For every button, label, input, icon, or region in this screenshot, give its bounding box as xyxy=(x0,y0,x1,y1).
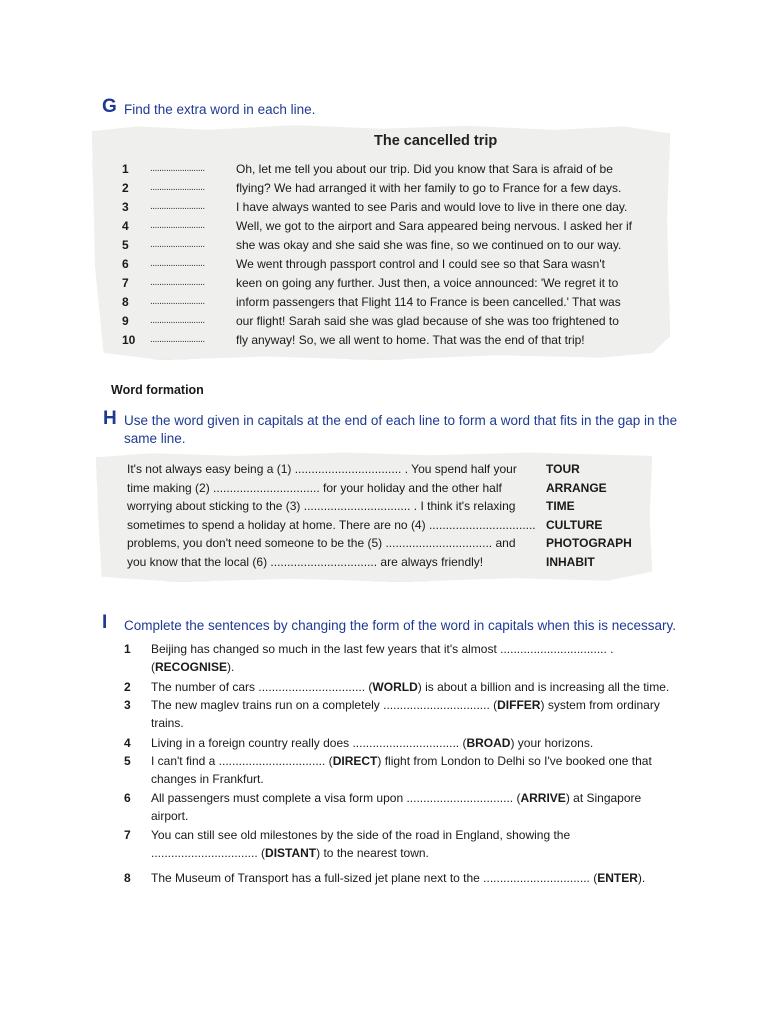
item-number: 7 xyxy=(124,828,131,842)
line-number: 4 xyxy=(122,219,129,233)
sentence-line: trains. xyxy=(151,716,184,730)
line-number: 5 xyxy=(122,238,129,252)
section-g-instruction: Find the extra word in each line. xyxy=(124,102,316,117)
gap-line: problems, you don't need someone to be the (5) ................................ and xyxy=(127,536,516,551)
answer-blank: ........................ xyxy=(150,220,205,231)
section-h-letter: H xyxy=(103,408,117,429)
item-number: 3 xyxy=(124,698,131,712)
story-line: flying? We had arranged it with her family to go to France for a few days. xyxy=(236,181,622,195)
item-number: 4 xyxy=(124,736,131,750)
story-line: I have always wanted to see Paris and would love to live in there one day. xyxy=(236,200,628,214)
sentence-line: The new maglev trains run on a completely ................................ (DIFFER) system from ordinary xyxy=(151,698,660,712)
sentence-line: The number of cars ................................ (WORLD) is about a billion and is increasing all the time. xyxy=(151,680,670,694)
section-i-letter: I xyxy=(102,612,108,633)
line-number: 9 xyxy=(122,314,129,328)
story-line: fly anyway! So, we all went to home. That was the end of that trip! xyxy=(236,333,585,347)
story-line: keen on going any further. Just then, a voice announced: 'We regret it to xyxy=(236,276,619,290)
story-line: We went through passport control and I could see so that Sara wasn't xyxy=(236,257,605,271)
story-line: inform passengers that Flight 114 to France is been cancelled.' That was xyxy=(236,295,621,309)
answer-blank: ........................ xyxy=(150,182,205,193)
line-number: 6 xyxy=(122,257,129,271)
section-g-letter: G xyxy=(102,96,117,117)
capital-word: DIRECT xyxy=(332,754,378,768)
answer-blank: ........................ xyxy=(150,239,205,250)
gap-line: It's not always easy being a (1) ................................ . You spend half your xyxy=(127,462,517,476)
item-number: 8 xyxy=(124,871,131,885)
sentence-line: Beijing has changed so much in the last few years that it's almost ................................ . xyxy=(151,642,614,656)
line-number: 1 xyxy=(122,162,129,176)
story-line: she was okay and she said she was fine, so we continued on to our way. xyxy=(236,238,622,252)
capital-word: DISTANT xyxy=(265,846,317,860)
item-number: 1 xyxy=(124,642,131,656)
sentence-line: All passengers must complete a visa form upon ................................ (ARRIVE) at Singapore xyxy=(151,791,642,805)
section-i-instruction: Complete the sentences by changing the form of the word in capitals when this is necessary. xyxy=(124,618,677,633)
keyword: ARRANGE xyxy=(546,480,607,495)
story-line: Oh, let me tell you about our trip. Did you know that Sara is afraid of be xyxy=(236,162,613,176)
line-number: 3 xyxy=(122,200,129,214)
keyword: INHABIT xyxy=(546,555,595,569)
sentence-line: I can't find a ................................ (DIRECT) flight from London to Delhi so I've booked one that xyxy=(151,754,652,768)
answer-blank: ........................ xyxy=(150,258,205,269)
line-number: 7 xyxy=(122,276,129,290)
answer-blank: ........................ xyxy=(150,296,205,307)
item-number: 5 xyxy=(124,754,131,768)
keyword: PHOTOGRAPH xyxy=(546,536,632,551)
line-number: 2 xyxy=(122,181,129,195)
word-formation-label: Word formation xyxy=(111,383,204,397)
keyword: TOUR xyxy=(546,462,580,476)
gap-line: sometimes to spend a holiday at home. There are no (4) ................................ xyxy=(127,517,536,532)
capital-word: RECOGNISE xyxy=(155,660,228,674)
sentence-line: You can still see old milestones by the side of the road in England, showing the xyxy=(151,828,571,842)
gap-line: worrying about sticking to the (3) ................................ . I think it's relaxing xyxy=(127,499,516,514)
answer-blank: ........................ xyxy=(150,315,205,326)
gap-line: you know that the local (6) ................................ are always friendly! xyxy=(127,555,484,569)
item-number: 2 xyxy=(124,680,131,694)
answer-blank: ........................ xyxy=(150,277,205,288)
capital-word: ENTER xyxy=(597,871,638,885)
sentence-line: (RECOGNISE). xyxy=(151,660,235,674)
keyword: CULTURE xyxy=(546,517,603,532)
answer-blank: ........................ xyxy=(150,163,205,174)
section-h-instruction-1: Use the word given in capitals at the end of each line to form a word that fits in the gap in the xyxy=(124,413,678,428)
sentence-line: The Museum of Transport has a full-sized jet plane next to the ................................ (ENTER). xyxy=(151,871,646,885)
item-number: 6 xyxy=(124,791,131,805)
sentence-line: changes in Frankfurt. xyxy=(151,772,264,786)
answer-blank: ........................ xyxy=(150,334,205,345)
capital-word: DIFFER xyxy=(497,698,541,712)
section-h-instruction-2: same line. xyxy=(124,431,186,446)
sentence-line: ................................ (DISTANT) to the nearest town. xyxy=(151,846,429,860)
story-line: our flight! Sarah said she was glad because of she was too frightened to xyxy=(236,314,619,328)
story-line: Well, we got to the airport and Sara appeared being nervous. I asked her if xyxy=(236,219,633,233)
capital-word: WORLD xyxy=(372,680,418,694)
story-title: The cancelled trip xyxy=(374,133,498,149)
capital-word: BROAD xyxy=(466,736,511,750)
sentence-line: airport. xyxy=(151,809,189,823)
keyword: TIME xyxy=(546,499,575,514)
sentence-line: Living in a foreign country really does ................................ (BROAD) your horizons. xyxy=(151,736,594,750)
line-number: 10 xyxy=(122,333,136,347)
line-number: 8 xyxy=(122,295,129,309)
gap-line: time making (2) ................................ for your holiday and the other half xyxy=(127,480,502,495)
answer-blank: ........................ xyxy=(150,201,205,212)
capital-word: ARRIVE xyxy=(520,791,566,805)
